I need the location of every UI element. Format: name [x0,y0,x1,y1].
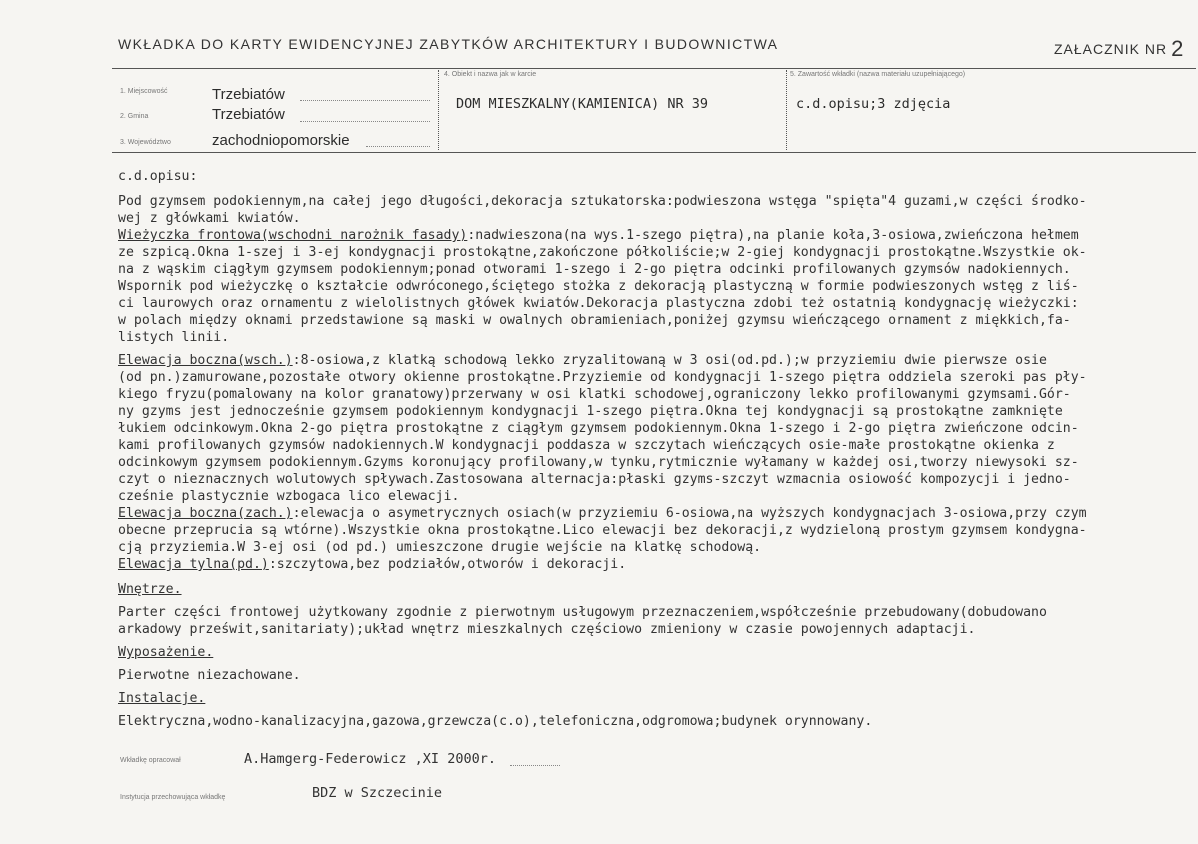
installations-heading: Instalacje. [118,691,206,706]
west-paragraph [118,505,1128,522]
interior-line: arkadowy prześwit,sanitariaty);układ wnętrz mieszkalnych częściowo zmieniony w czasie powojennych adaptacji. [118,622,976,637]
tower-heading: Wieżyczka frontowa(wschodni narożnik fasady) [118,228,468,243]
west-line: :elewacja o asymetrycznych osiach(w przyziemiu 6-osiowa,na wyższych kondygnacjach 3-osiowa,przy czym [292,506,1087,521]
archive-label: Instytucja przechowująca wkładkę [120,794,226,801]
east-line: (od pn.)zamurowane,pozostałe otwory okienne prostokątne.Przyziemie od kondygnacji 1-szego piętra oddziela szeroki pas pły- [118,370,1087,385]
equipment-heading: Wyposażenie. [118,645,214,660]
author-dots [510,765,560,766]
gmina-label: 2. Gmina [120,113,149,120]
east-line: :8-osiowa,z klatką schodową lekko zryzalitowaną w 3 osi(od.pd.);w przyziemiu dwie pierwsze osie [292,353,1047,368]
woj-value: zachodniopomorskie [212,132,350,149]
gmina-value: Trzebiatów [212,106,285,123]
east-line: odcinkowym gzymsem podokiennym.Gzyms koronujący profilowany,w tynku,rytmicznie wyłamany w każdej osi,tworzy niewysoki sz- [118,455,1079,470]
east-line: kami profilowanych gzymsów nadokiennych.W kondygnacji poddasza w szczytach wieńczących osie-małe prostokątne okienka z [118,438,1055,453]
body-line: Pod gzymsem podokiennym,na całej jego długości,dekoracja sztukatorska:podwieszona wstęga "spięta"4 guzami,w części środko- [118,194,1087,209]
woj-label: 3. Województwo [120,139,171,146]
equipment-text: Pierwotne niezachowane. [118,668,301,683]
object-label: 4. Obiekt i nazwa jak w karcie [444,71,537,78]
east-heading: Elewacja boczna(wsch.) [118,353,293,368]
author-label: Wkładkę opracował [120,757,181,764]
installations-text: Elektryczna,wodno-kanalizacyjna,gazowa,grzewcza(c.o),telefoniczna,odgromowa;budynek orynnowany. [118,714,873,729]
content-label: 5. Zawartość wkładki (nazwa materiału uzupełniającego) [790,71,966,78]
header-title: WKŁADKA DO KARTY EWIDENCYJNEJ ZABYTKÓW ARCHITEKTURY I BUDOWNICTWA [118,36,779,52]
rear-paragraph [118,556,1128,573]
annex-label [1054,34,1184,60]
east-line: ny gzyms jest jednocześnie gzymsem podokiennym kondygnacji 1-szego piętra.Okna tej kondygnacji są prostokątne zamknięte [118,404,1063,419]
tower-line: ze szpicą.Okna 1-szej i 3-ej kondygnacji prostokątne,zakończone półkoliście;w 2-giej kondygnacji prostokątne.Wszystkie ok- [118,245,1087,260]
tower-line: Wspornik pod wieżyczkę o kształcie odwróconego,ściętego stożka z dekoracją plastyczną w formie podwieszonych wstęg z liś- [118,279,1079,294]
east-line: czyt o nieznacznych wolutowych spływach.Zastosowana alternacja:płaski gzyms-szczyt wzmacnia osiowość kompozycji i jedno- [118,472,1071,487]
header-rule-bottom [112,152,1196,153]
woj-dots [366,146,430,147]
tower-line: :nadwieszona(na wys.1-szego piętra),na planie koła,3-osiowa,zwieńczona hełmem [467,228,1079,243]
object-value: DOM MIESZKALNY(KAMIENICA) NR 39 [456,96,708,112]
header-divider-2 [786,70,788,150]
tower-line: listych linii. [118,330,230,345]
loc-value: Trzebiatów [212,86,285,103]
rear-text: :szczytowa,bez podziałów,otworów i dekoracji. [268,557,627,572]
content-value: c.d.opisu;3 zdjęcia [796,96,951,112]
description-body [118,168,1128,730]
gmina-dots [300,121,430,122]
loc-label: 1. Miejscowość [120,88,168,95]
tower-line: ci laurowych oraz ornamentu z wielolistnych główek kwiatów.Dekoracja plastyczna zdobi też ostatnią kondygnację wieżyczki: [118,296,1079,311]
annex-number: 2 [1171,36,1185,61]
tower-line: na z wąskim ciągłym gzymsem podokiennym;ponad otworami 1-szego i 2-go piętra odcinki profilowanych gzymsów nadokiennych. [118,262,1071,277]
west-line: cją przyziemia.W 3-ej osi (od pd.) umieszczone drugie wejście na klatkę schodową. [118,540,762,555]
header-divider-1 [438,70,440,150]
interior-line: Parter części frontowej użytkowany zgodnie z pierwotnym usługowym przeznaczeniem,współcześnie przebudowany(dobudowano [118,605,1047,620]
east-line: łukiem odcinkowym.Okna 2-go piętra prostokątne z ciągłym gzymsem podokiennym.Okna 1-szego i 2-go piętra zwieńczone odcin- [118,421,1079,436]
east-paragraph [118,352,1128,369]
author-signature: A.Hamgerg-Federowicz ,XI 2000r. [244,751,496,767]
west-heading: Elewacja boczna(zach.) [118,506,293,521]
tower-paragraph [118,227,1128,244]
annex-label-text: ZAŁACZNIK NR [1054,41,1168,57]
header-rule-top [112,68,1196,69]
interior-heading: Wnętrze. [118,582,182,597]
section-heading: c.d.opisu: [118,169,198,184]
rear-heading: Elewacja tylna(pd.) [118,557,269,572]
east-line: kiego fryzu(pomalowany na kolor granatowy)przerwany w osi klatki schodowej,ograniczony lekko profilowanymi gzymsami.Gór- [118,387,1071,402]
body-line: wej z główkami kwiatów. [118,211,301,226]
west-line: obecne przeprucia są wtórne).Wszystkie okna prostokątne.Lico elewacji bez dekoracji,z wydzieloną prostym gzymsem kondygna- [118,523,1087,538]
tower-line: w polach między oknami przedstawione są maski w owalnych obramieniach,poniżej gzymsu wieńczącego ornament z miękkich,fa- [118,313,1071,328]
east-line: cześnie plastycznie wzbogaca lico elewacji. [118,489,460,504]
loc-dots [300,100,430,101]
archive-name: BDZ w Szczecinie [312,785,443,801]
